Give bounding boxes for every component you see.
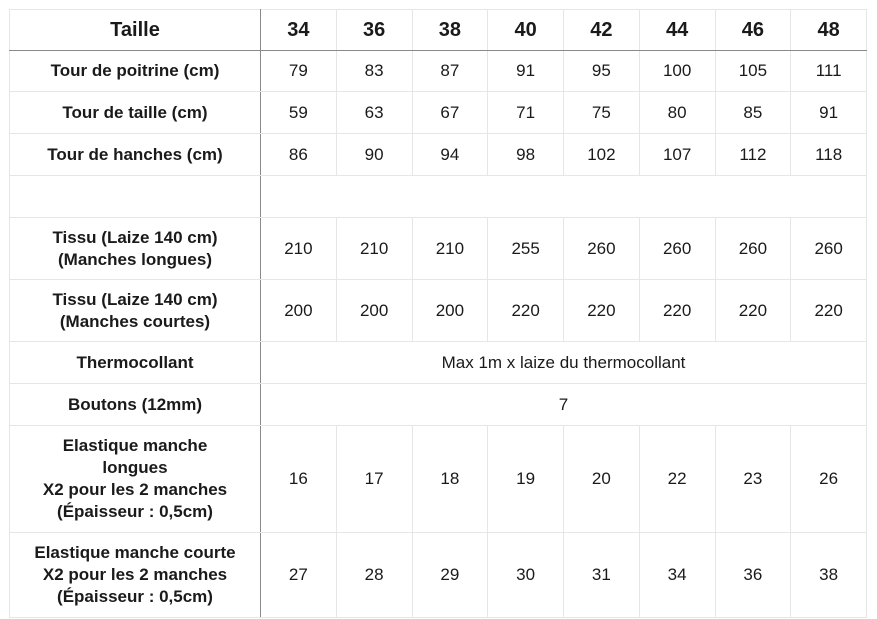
row-label: Tour de hanches (cm) <box>10 134 261 176</box>
label-line: (Manches courtes) <box>59 311 211 331</box>
cell-value: 255 <box>488 218 564 280</box>
row-label <box>10 280 261 342</box>
label-line: (Épaisseur : 0,5cm) <box>57 587 213 606</box>
row-taille <box>10 92 867 134</box>
header-row <box>10 10 867 51</box>
row-label: Tour de taille (cm) <box>10 92 261 134</box>
size-header: 40 <box>488 10 564 51</box>
cell-value: 95 <box>564 51 640 92</box>
cell-value: 100 <box>639 51 715 92</box>
label-line: longues <box>102 458 168 477</box>
label-line: Tissu (Laize 140 cm) <box>52 227 218 247</box>
cell-value: 86 <box>261 134 337 176</box>
cell-value: 23 <box>715 426 791 533</box>
label-line: Elastique manche courte <box>34 543 236 562</box>
cell-value: 87 <box>412 51 488 92</box>
cell-value: 80 <box>639 92 715 134</box>
cell-value: 34 <box>639 533 715 618</box>
label-line: X2 pour les 2 manches <box>42 480 228 499</box>
cell-value: 22 <box>639 426 715 533</box>
cell-value: 17 <box>336 426 412 533</box>
cell-value: 200 <box>412 280 488 342</box>
label-line: (Épaisseur : 0,5cm) <box>57 502 213 521</box>
cell-value: 118 <box>791 134 867 176</box>
cell-value: 63 <box>336 92 412 134</box>
cell-value: 75 <box>564 92 640 134</box>
merged-cell-value: Max 1m x laize du thermocollant <box>261 342 867 384</box>
label-line: Tissu (Laize 140 cm) <box>52 289 218 309</box>
cell-value: 91 <box>488 51 564 92</box>
cell-value: 83 <box>336 51 412 92</box>
size-header: 46 <box>715 10 791 51</box>
row-label: Thermocollant <box>10 342 261 384</box>
cell-value: 26 <box>791 426 867 533</box>
cell-value: 260 <box>639 218 715 280</box>
merged-cell-value: 7 <box>261 384 867 426</box>
cell-value: 200 <box>336 280 412 342</box>
cell-value: 38 <box>791 533 867 618</box>
cell-value: 210 <box>412 218 488 280</box>
cell-value: 79 <box>261 51 337 92</box>
row-label <box>10 218 261 280</box>
row-label <box>10 533 261 618</box>
row-boutons <box>10 384 867 426</box>
cell-value: 98 <box>488 134 564 176</box>
row-tissu-longues <box>10 218 867 280</box>
cell-value: 220 <box>639 280 715 342</box>
label-line: X2 pour les 2 manches <box>42 565 228 584</box>
row-label: Tour de poitrine (cm) <box>10 51 261 92</box>
row-poitrine <box>10 51 867 92</box>
cell-value: 220 <box>715 280 791 342</box>
cell-value: 200 <box>261 280 337 342</box>
row-tissu-courtes <box>10 280 867 342</box>
spacer-cell <box>261 176 867 218</box>
size-header: 44 <box>639 10 715 51</box>
size-header: 34 <box>261 10 337 51</box>
cell-value: 220 <box>791 280 867 342</box>
cell-value: 36 <box>715 533 791 618</box>
cell-value: 18 <box>412 426 488 533</box>
row-label <box>10 426 261 533</box>
cell-value: 220 <box>564 280 640 342</box>
cell-value: 260 <box>564 218 640 280</box>
cell-value: 67 <box>412 92 488 134</box>
header-label: Taille <box>10 10 261 51</box>
spacer-label-cell <box>10 176 261 218</box>
cell-value: 260 <box>715 218 791 280</box>
row-elastique-courte <box>10 533 867 618</box>
cell-value: 210 <box>261 218 337 280</box>
size-table <box>9 9 867 618</box>
size-chart <box>9 9 867 618</box>
cell-value: 260 <box>791 218 867 280</box>
size-header: 36 <box>336 10 412 51</box>
cell-value: 111 <box>791 51 867 92</box>
size-header: 38 <box>412 10 488 51</box>
cell-value: 112 <box>715 134 791 176</box>
row-thermocollant <box>10 342 867 384</box>
cell-value: 71 <box>488 92 564 134</box>
label-line: Elastique manche <box>62 436 208 455</box>
cell-value: 107 <box>639 134 715 176</box>
row-elastique-longues <box>10 426 867 533</box>
label-line: (Manches longues) <box>58 249 212 269</box>
cell-value: 59 <box>261 92 337 134</box>
row-spacer <box>10 176 867 218</box>
cell-value: 105 <box>715 51 791 92</box>
cell-value: 19 <box>488 426 564 533</box>
cell-value: 27 <box>261 533 337 618</box>
row-hanches <box>10 134 867 176</box>
cell-value: 30 <box>488 533 564 618</box>
size-header: 42 <box>564 10 640 51</box>
cell-value: 90 <box>336 134 412 176</box>
cell-value: 102 <box>564 134 640 176</box>
cell-value: 210 <box>336 218 412 280</box>
size-header: 48 <box>791 10 867 51</box>
cell-value: 28 <box>336 533 412 618</box>
cell-value: 16 <box>261 426 337 533</box>
cell-value: 20 <box>564 426 640 533</box>
cell-value: 220 <box>488 280 564 342</box>
cell-value: 85 <box>715 92 791 134</box>
cell-value: 31 <box>564 533 640 618</box>
row-label: Boutons (12mm) <box>10 384 261 426</box>
cell-value: 29 <box>412 533 488 618</box>
cell-value: 94 <box>412 134 488 176</box>
cell-value: 91 <box>791 92 867 134</box>
